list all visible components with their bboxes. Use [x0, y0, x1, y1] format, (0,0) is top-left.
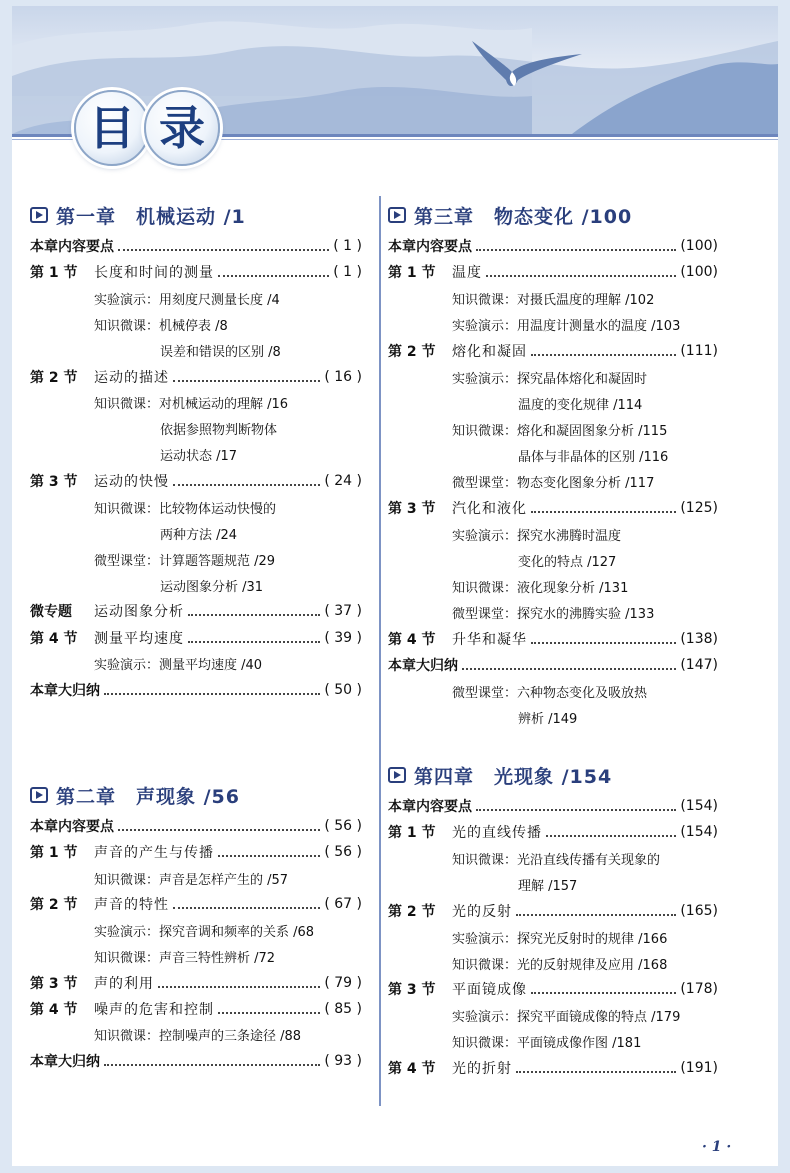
page-ref: (165)	[680, 902, 718, 919]
toc-entry[interactable]	[388, 234, 718, 258]
toc-subentry[interactable]	[160, 573, 362, 597]
subentry-title: 测量平均速度 /40	[159, 658, 263, 674]
toc-entry[interactable]	[30, 365, 362, 389]
chapter-title: 第二章 声现象 /56	[56, 785, 240, 808]
title-char-2: 录	[144, 90, 220, 166]
leader-dots	[104, 693, 320, 695]
chapter-title: 第四章 光现象 /154	[414, 765, 613, 788]
leader-dots	[188, 614, 320, 616]
entry-label: 第 2 节	[30, 369, 78, 386]
subentry-title: 探究平面镜成像的特点 /179	[517, 1010, 681, 1026]
toc-subentry[interactable]	[452, 417, 718, 441]
toc-entry[interactable]	[388, 653, 718, 677]
toc-subentry[interactable]	[452, 951, 718, 975]
subentry-label: 微型课堂：	[452, 476, 518, 492]
toc-subentry[interactable]	[452, 470, 718, 494]
subentry-title: 物态变化图象分析 /117	[517, 476, 655, 492]
toc-subentry[interactable]	[518, 706, 718, 730]
leader-dots	[173, 484, 320, 486]
toc-subentry[interactable]	[452, 925, 718, 949]
leader-dots	[531, 992, 676, 994]
subentry-title: 光沿直线传播有关现象的	[517, 852, 661, 868]
toc-subentry[interactable]	[160, 338, 362, 362]
entry-title: 声的利用	[94, 975, 154, 992]
entry-label: 第 3 节	[388, 501, 436, 517]
entry-label: 本章内容要点	[388, 239, 472, 255]
leader-dots	[486, 275, 676, 277]
page-ref: ( 1 )	[333, 264, 362, 281]
subentry-label: 知识微课：	[94, 951, 160, 966]
leader-dots	[476, 809, 676, 811]
toc-subentry[interactable]	[452, 522, 718, 546]
entry-label: 第 1 节	[388, 825, 436, 842]
subentry-title: 熔化和凝固图象分析 /115	[517, 423, 668, 439]
toc-subentry[interactable]	[518, 873, 718, 897]
subentry-title: 用温度计测量水的温度 /103	[517, 319, 681, 335]
leader-dots	[531, 511, 676, 513]
entry-title: 光的折射	[452, 1061, 512, 1077]
entry-label: 第 1 节	[388, 265, 436, 282]
toc-subentry[interactable]	[160, 443, 362, 467]
leader-dots	[173, 907, 320, 909]
subentry-title: 两种方法 /24	[160, 527, 238, 543]
toc-subentry[interactable]	[518, 444, 718, 468]
subentry-label: 实验演示：	[452, 319, 518, 335]
toc-entry[interactable]	[388, 820, 718, 844]
entry-label: 本章大归纳	[30, 682, 100, 699]
leader-dots	[516, 1071, 676, 1073]
page-ref: ( 39 )	[324, 629, 362, 646]
toc-subentry[interactable]	[452, 1004, 718, 1028]
toc-entry[interactable]	[388, 339, 718, 363]
toc-subentry[interactable]	[452, 286, 718, 310]
subentry-title: 计算题答题规范 /29	[159, 553, 276, 569]
leader-dots	[546, 835, 676, 837]
subentry-title: 晶体与非晶体的区别 /116	[518, 450, 669, 466]
entry-title: 升华和凝华	[452, 632, 527, 648]
toc-subentry[interactable]	[160, 417, 362, 441]
leader-dots	[118, 829, 320, 831]
page-ref: (178)	[680, 981, 718, 998]
page-ref: ( 93 )	[324, 1052, 362, 1069]
entry-title: 运动图象分析	[94, 604, 184, 621]
subentry-label: 微型课堂：	[94, 553, 160, 569]
entry-label: 第 2 节	[388, 903, 436, 920]
column-separator	[379, 196, 381, 1106]
entry-label: 第 4 节	[388, 1061, 436, 1077]
toc-entry[interactable]	[30, 892, 362, 916]
chapter-heading[interactable]	[388, 762, 612, 788]
leader-dots	[531, 642, 676, 644]
toc-subentry[interactable]	[94, 866, 362, 890]
subentry-label: 实验演示：	[94, 292, 160, 308]
entry-label: 本章大归纳	[388, 658, 458, 675]
subentry-title: 控制噪声的三条途径 /88	[159, 1029, 302, 1045]
toc-entry[interactable]	[30, 971, 362, 995]
entry-title: 声音的特性	[94, 897, 169, 914]
subentry-label: 知识微课：	[452, 581, 518, 597]
entry-label: 本章内容要点	[30, 819, 114, 835]
subentry-label: 实验演示：	[452, 1010, 518, 1026]
subentry-title: 机械停表 /8	[159, 318, 228, 334]
subentry-label: 实验演示：	[452, 528, 518, 544]
toc-entry[interactable]	[388, 1056, 718, 1080]
leader-dots	[218, 1012, 320, 1014]
entry-label: 第 4 节	[388, 632, 436, 648]
page-ref: ( 79 )	[324, 974, 362, 991]
page-ref: (147)	[680, 657, 718, 674]
chapter-heading[interactable]	[30, 202, 246, 228]
subentry-label: 知识微课：	[94, 318, 160, 334]
leader-dots	[531, 354, 676, 356]
entry-label: 微专题	[30, 604, 72, 621]
page-ref: ( 85 )	[324, 1000, 362, 1017]
page-ref: (125)	[680, 500, 718, 516]
chapter-heading[interactable]	[30, 782, 240, 808]
leader-dots	[218, 855, 320, 857]
subentry-label: 实验演示：	[452, 931, 518, 947]
subentry-label: 知识微课：	[94, 501, 160, 517]
page-ref: ( 50 )	[324, 681, 362, 698]
subentry-title: 声音三特性辨析 /72	[159, 951, 276, 966]
page-ref: ( 24 )	[324, 472, 362, 489]
toc-entry[interactable]	[30, 469, 362, 493]
toc-entry[interactable]	[388, 627, 718, 651]
toc-subentry[interactable]	[94, 312, 362, 336]
subentry-title: 声音是怎样产生的 /57	[159, 872, 289, 888]
toc-subentry[interactable]	[452, 601, 718, 625]
page-ref: (154)	[680, 824, 718, 841]
toc-subentry[interactable]	[94, 918, 362, 942]
subentry-label: 实验演示：	[452, 371, 518, 387]
entry-title: 光的直线传播	[452, 825, 542, 842]
toc-subentry[interactable]	[94, 945, 362, 969]
subentry-label: 知识微课：	[452, 1036, 518, 1052]
toc-subentry[interactable]	[94, 1023, 362, 1047]
subentry-title: 探究晶体熔化和凝固时	[517, 371, 648, 387]
subentry-title: 六种物态变化及吸放热	[517, 685, 648, 701]
sheet	[12, 6, 778, 1166]
subentry-label: 微型课堂：	[452, 685, 518, 701]
subentry-label: 知识微课：	[94, 872, 160, 888]
title-char-1: 目	[74, 90, 150, 166]
toc-subentry[interactable]	[452, 575, 718, 599]
entry-title: 长度和时间的测量	[94, 265, 214, 282]
toc-entry[interactable]	[388, 977, 718, 1001]
entry-label: 第 4 节	[30, 630, 78, 647]
entry-title: 熔化和凝固	[452, 343, 527, 360]
subentry-title: 辨析 /149	[518, 712, 578, 728]
toc-entry[interactable]	[30, 260, 362, 284]
leader-dots	[218, 275, 329, 277]
entry-label: 第 3 节	[30, 473, 78, 490]
subentry-title: 液化现象分析 /131	[517, 581, 629, 597]
page-ref: ( 56 )	[324, 844, 362, 861]
page-ref: (138)	[680, 631, 718, 647]
toc-entry[interactable]	[30, 814, 362, 838]
page-ref: ( 56 )	[324, 818, 362, 834]
toc-subentry[interactable]	[452, 313, 718, 337]
page-ref: ( 1 )	[333, 238, 362, 254]
toc-subentry[interactable]	[452, 1030, 718, 1054]
entry-label: 第 2 节	[30, 897, 78, 914]
page-ref: ( 37 )	[324, 603, 362, 620]
leader-dots	[516, 914, 676, 916]
entry-label: 第 1 节	[30, 845, 78, 862]
entry-label: 第 1 节	[30, 265, 78, 282]
entry-title: 声音的产生与传播	[94, 845, 214, 862]
chapter-title: 第一章 机械运动 /1	[56, 205, 246, 228]
subentry-title: 依据参照物判断物体	[160, 423, 278, 439]
toc-entry[interactable]	[30, 678, 362, 702]
subentry-title: 探究音调和频率的关系 /68	[159, 924, 315, 940]
subentry-title: 误差和错误的区别 /8	[160, 344, 281, 360]
subentry-title: 对机械运动的理解 /16	[159, 397, 289, 413]
subentry-title: 比较物体运动快慢的	[159, 501, 277, 517]
subentry-label: 知识微课：	[452, 957, 518, 973]
subentry-label: 微型课堂：	[452, 607, 518, 623]
entry-title: 光的反射	[452, 903, 512, 920]
leader-dots	[104, 1064, 320, 1066]
subentry-label: 实验演示：	[94, 658, 160, 674]
toc-subentry[interactable]	[94, 391, 362, 415]
toc-entry[interactable]	[388, 496, 718, 520]
leader-dots	[188, 641, 320, 643]
subentry-title: 探究水沸腾时温度	[517, 528, 622, 544]
subentry-title: 平面镜成像作图 /181	[517, 1036, 642, 1052]
entry-label: 本章大归纳	[30, 1053, 100, 1070]
toc-entry[interactable]	[30, 1049, 362, 1073]
entry-title: 平面镜成像	[452, 982, 527, 999]
page-ref: ( 16 )	[324, 368, 362, 385]
page-ref: (111)	[680, 342, 718, 359]
entry-label: 第 2 节	[388, 343, 436, 360]
toc-entry[interactable]	[30, 997, 362, 1021]
page-ref: (154)	[680, 798, 718, 814]
leader-dots	[462, 668, 676, 670]
page-ref: ( 67 )	[324, 896, 362, 913]
toc-subentry[interactable]	[518, 548, 718, 572]
entry-label: 本章内容要点	[388, 799, 472, 815]
toc-entry[interactable]	[30, 599, 362, 623]
subentry-title: 探究水的沸腾实验 /133	[517, 607, 655, 623]
subentry-title: 对摄氏温度的理解 /102	[517, 292, 655, 308]
leader-dots	[173, 380, 320, 382]
toc-subentry[interactable]	[452, 846, 718, 870]
entry-title: 汽化和液化	[452, 501, 527, 517]
page-ref: (100)	[680, 238, 718, 254]
subentry-label: 知识微课：	[452, 423, 518, 439]
toc-entry[interactable]	[30, 234, 362, 258]
toc-subentry[interactable]	[94, 286, 362, 310]
entry-label: 本章内容要点	[30, 239, 114, 255]
toc-subentry[interactable]	[160, 521, 362, 545]
subentry-label: 实验演示：	[94, 924, 160, 940]
toc-subentry[interactable]	[452, 679, 718, 703]
play-arrow-icon	[30, 207, 48, 223]
subentry-title: 运动状态 /17	[160, 449, 238, 465]
entry-label: 第 3 节	[30, 975, 78, 992]
subentry-title: 温度的变化规律 /114	[518, 397, 643, 413]
toc-subentry[interactable]	[452, 365, 718, 389]
page-ref: (191)	[680, 1060, 718, 1076]
subentry-title: 探究光反射时的规律 /166	[517, 931, 668, 947]
entry-title: 测量平均速度	[94, 630, 184, 647]
toc-entry[interactable]	[388, 260, 718, 284]
subentry-title: 用刻度尺测量长度 /4	[159, 292, 280, 308]
entry-title: 温度	[452, 265, 482, 282]
subentry-label: 知识微课：	[452, 852, 518, 868]
toc-entry[interactable]	[388, 794, 718, 818]
toc-subentry[interactable]	[518, 391, 718, 415]
subentry-title: 理解 /157	[518, 879, 578, 895]
leader-dots	[158, 986, 320, 988]
entry-label: 第 3 节	[388, 982, 436, 999]
toc-subentry[interactable]	[94, 652, 362, 676]
entry-title: 运动的描述	[94, 369, 169, 386]
page-ref: (100)	[680, 264, 718, 281]
entry-label: 第 4 节	[30, 1001, 78, 1018]
subentry-label: 知识微课：	[94, 1029, 160, 1045]
toc-entry[interactable]	[30, 840, 362, 864]
toc-subentry[interactable]	[94, 547, 362, 571]
subentry-title: 光的反射规律及应用 /168	[517, 957, 668, 973]
subentry-label: 知识微课：	[452, 292, 518, 308]
subentry-title: 运动图象分析 /31	[160, 579, 264, 595]
play-arrow-icon	[388, 767, 406, 783]
toc-subentry[interactable]	[94, 495, 362, 519]
entry-title: 噪声的危害和控制	[94, 1001, 214, 1018]
toc-entry[interactable]	[30, 626, 362, 650]
entry-title: 运动的快慢	[94, 473, 169, 490]
subentry-title: 变化的特点 /127	[518, 554, 617, 570]
leader-dots	[476, 249, 676, 251]
chapter-title: 第三章 物态变化 /100	[414, 205, 633, 228]
chapter-heading[interactable]	[388, 202, 632, 228]
toc-entry[interactable]	[388, 899, 718, 923]
subentry-label: 知识微课：	[94, 397, 160, 413]
leader-dots	[118, 249, 329, 251]
page-number: · 1 ·	[702, 1139, 732, 1155]
play-arrow-icon	[30, 787, 48, 803]
play-arrow-icon	[388, 207, 406, 223]
